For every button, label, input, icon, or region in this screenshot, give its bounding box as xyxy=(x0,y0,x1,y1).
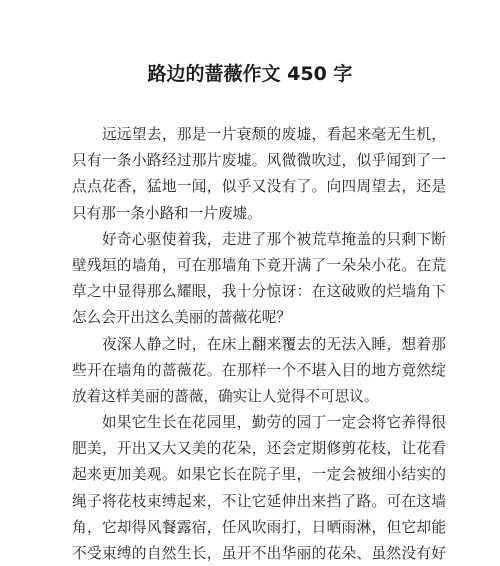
text-line: 起来更加美观。如果它长在院子里，一定会被细小结实的 xyxy=(72,466,446,484)
text-line: 怎么会开出这么美丽的蔷薇花呢？ xyxy=(72,309,291,327)
text-line: 如果它生长在花园里，勤劳的园丁一定会将它养得很 xyxy=(72,414,446,432)
text-line: 只有那一条小路和一片废墟。 xyxy=(72,204,262,222)
paragraph-1 xyxy=(72,122,446,227)
page-title: 路边的蔷薇作文 450 字 xyxy=(147,63,353,85)
text-line: 点点花香，猛地一闻，似乎又没有了。向四周望去，还是 xyxy=(72,178,446,196)
paragraph-2 xyxy=(72,227,446,332)
text-line: 些开在墙角的蔷薇花。在那样一个不堪入目的地方竟然绽 xyxy=(72,361,446,379)
text-line: 只有一条小路经过那片废墟。风微微吹过，似乎闻到了一 xyxy=(72,152,446,170)
paragraph-4 xyxy=(72,410,446,566)
text-line: 好奇心驱使着我，走进了那个被荒草掩盖的只剩下断 xyxy=(72,230,446,248)
text-line: 绳子将花枝束缚起来，不让它延伸出来挡了路。可在这墙 xyxy=(72,492,446,510)
text-line: 放着这样美丽的蔷薇，确实让人觉得不可思议。 xyxy=(72,387,379,405)
paragraph-3 xyxy=(72,332,446,411)
text-line: 不受束缚的自然生长，虽开不出华丽的花朵、虽然没有好 xyxy=(72,545,446,562)
text-line: 角，它却得风餐露宿，任风吹雨打，日晒雨淋，但它却能 xyxy=(72,518,446,536)
text-line: 草之中显得那么耀眼，我十分惊讶：在这破败的烂墙角下 xyxy=(72,283,446,301)
text-line: 远远望去，那是一片衰颓的废墟，看起来毫无生机， xyxy=(72,126,446,143)
text-line: 壁残垣的墙角，可在那墙角下竟开满了一朵朵小花。在荒 xyxy=(72,256,446,274)
text-line: 肥美，开出又大又美的花朵，还会定期修剪花枝，让花看 xyxy=(72,440,446,458)
text-line: 夜深人静之时，在床上翻来覆去的无法入睡，想着那 xyxy=(72,335,446,353)
article-body xyxy=(72,122,446,566)
